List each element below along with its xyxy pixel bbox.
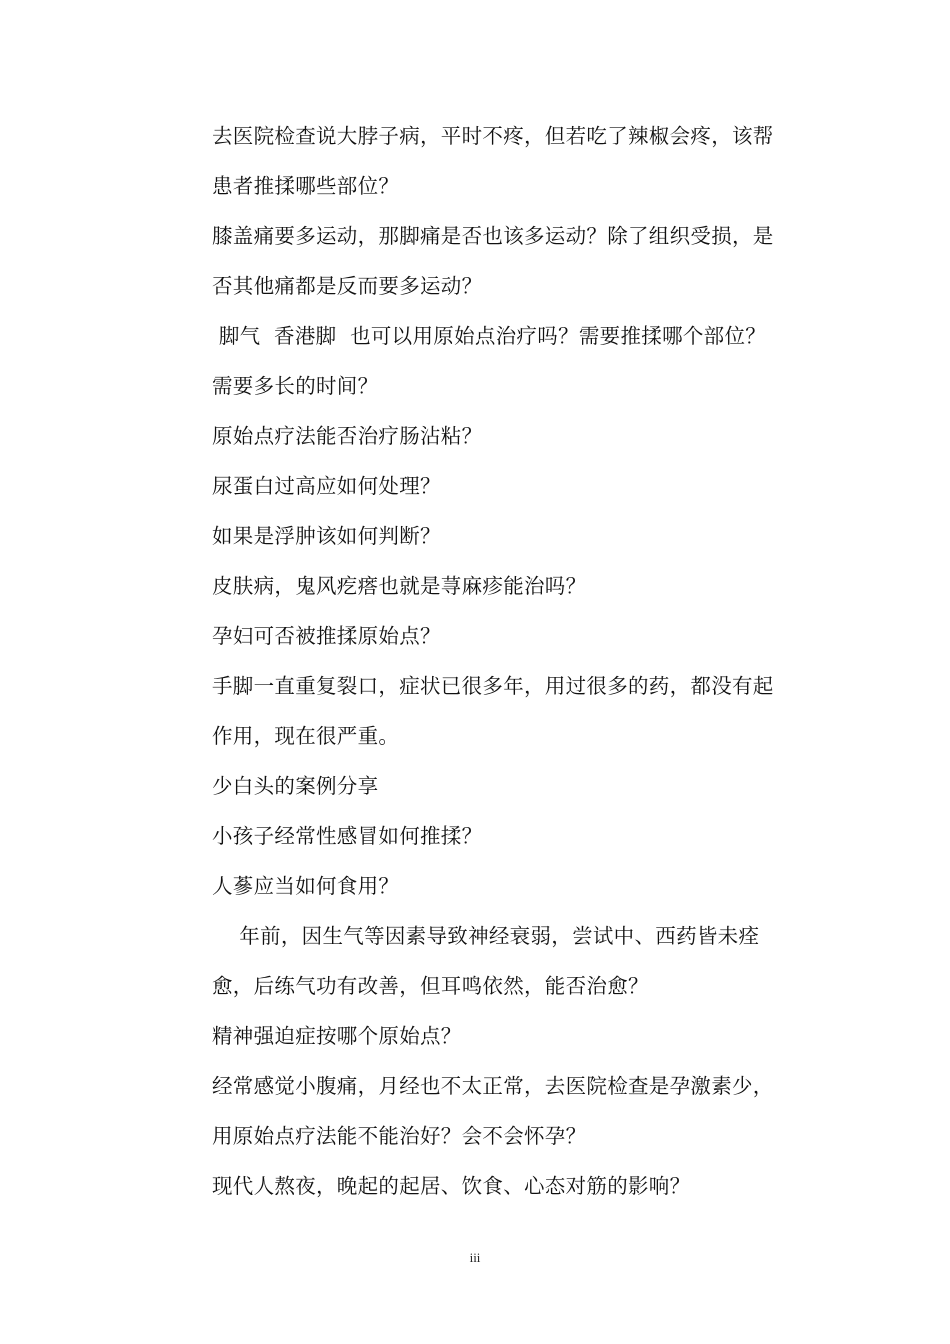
text-line: 精神强迫症按哪个原始点？	[212, 1024, 462, 1048]
text-line: 如果是浮肿该如何判断？	[212, 524, 441, 548]
text-line: 年前，因生气等因素导致神经衰弱，尝试中、西药皆未痊	[212, 924, 760, 948]
text-line: 愈，后练气功有改善，但耳鸣依然，能否治愈？	[212, 974, 649, 998]
question-list	[212, 111, 812, 1211]
text-line: 作用，现在很严重。	[212, 724, 400, 748]
text-line: 患者推揉哪些部位？	[212, 174, 400, 198]
text-line: 膝盖痛要多运动，那脚痛是否也该多运动？除了组织受损，是	[212, 224, 774, 248]
text-line: 需要多长的时间？	[212, 374, 379, 398]
text-line: 用原始点疗法能不能治好？会不会怀孕？	[212, 1124, 587, 1148]
text-line: 去医院检查说大脖子病，平时不疼，但若吃了辣椒会疼，该帮	[212, 124, 774, 148]
text-line: 尿蛋白过高应如何处理？	[212, 474, 441, 498]
text-line: 孕妇可否被推揉原始点？	[212, 624, 441, 648]
text-line: 手脚一直重复裂口，症状已很多年，用过很多的药，都没有起	[212, 674, 774, 698]
text-line: 经常感觉小腹痛，月经也不太正常，去医院检查是孕激素少，	[212, 1074, 774, 1098]
text-line: 否其他痛都是反而要多运动？	[212, 274, 483, 298]
text-line: 皮肤病，鬼风疙瘩也就是荨麻疹能治吗？	[212, 574, 587, 598]
text-line: 脚气 香港脚 也可以用原始点治疗吗？需要推揉哪个部位？	[212, 324, 767, 348]
text-line: 少白头的案例分享	[212, 774, 379, 798]
text-line: 人蔘应当如何食用？	[212, 874, 400, 898]
page-number: iii	[469, 1250, 481, 1265]
text-line: 原始点疗法能否治疗肠沾粘？	[212, 424, 483, 448]
text-line: 现代人熬夜，晚起的起居、饮食、心态对筋的影响？	[212, 1174, 691, 1198]
text-line: 小孩子经常性感冒如何推揉？	[212, 824, 483, 848]
